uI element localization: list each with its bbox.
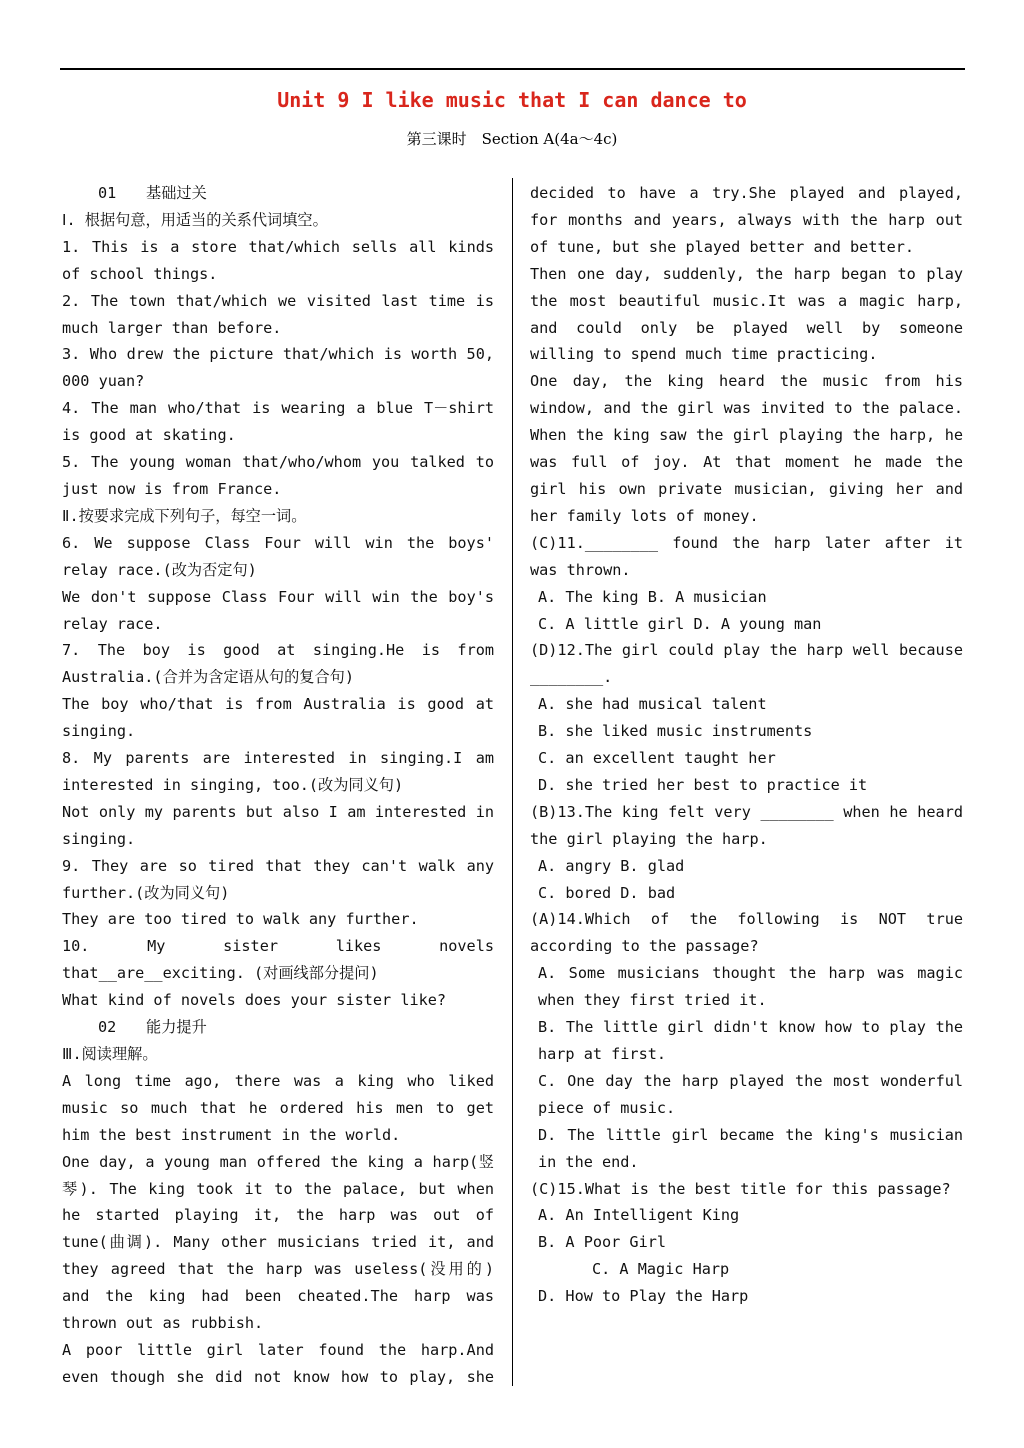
answer: The boy who/that is from Australia is good at singing. xyxy=(62,695,494,741)
answer-option: D. How to Play the Harp xyxy=(538,1287,749,1306)
right-column xyxy=(530,180,963,1310)
lesson-subtitle: 第三课时 Section A(4a～4c) xyxy=(406,130,618,148)
reading-paragraph: decided to have a try.She played and played, for months and years, always with the harp out of tune, but she played better and better. xyxy=(530,184,963,256)
answer-option: C. One day the harp played the most wonderful piece of music. xyxy=(538,1071,963,1117)
question: (C)11.________ found the harp later after it was thrown. xyxy=(530,533,963,579)
question: 1. This is a store that/which sells all kinds of school things. xyxy=(62,237,494,283)
question: (C)15.What is the best title for this passage? xyxy=(530,1179,951,1198)
answer: They are too tired to walk any further. xyxy=(62,910,419,929)
question: 8. My parents are interested in singing.I am interested in singing, too.(改为同义句) xyxy=(62,749,494,794)
answer-option: A. angry B. glad xyxy=(538,856,685,875)
answer: We don't suppose Class Four will win the boy's relay race. xyxy=(62,587,494,633)
section-number: 01 xyxy=(98,184,117,202)
part-title: Ⅰ. 根据句意，用适当的关系代词填空。 xyxy=(62,210,328,229)
answer-option: B. A Poor Girl xyxy=(538,1233,667,1252)
answer-option: A. The king B. A musician xyxy=(538,587,767,606)
answer-option: C. A little girl D. A young man xyxy=(538,614,822,633)
question-continued: that__are__exciting. (对画线部分提问) xyxy=(62,964,379,983)
answer-option: A. she had musical talent xyxy=(538,695,767,714)
question: 9. They are so tired that they can't walk any further.(改为同义句) xyxy=(62,856,494,902)
section-label: 能力提升 xyxy=(146,1018,207,1037)
answer-option: A. An Intelligent King xyxy=(538,1206,740,1225)
answer-option: D. she tried her best to practice it xyxy=(538,775,868,794)
question: (B)13.The king felt very ________ when he heard the girl playing the harp. xyxy=(530,802,963,848)
reading-paragraph: One day, a young man offered the king a harp(竖琴). The king took it to the palace, but when he started playing it, the harp was out of tune(曲调). Many other musicians tried it, and they agreed that the harp was useless(没用的) and the king had been cheated.The harp was thrown out as rubbish. xyxy=(62,1152,494,1333)
top-rule xyxy=(60,68,965,70)
question: (D)12.The girl could play the harp well because ________. xyxy=(530,641,963,687)
section-number: 02 xyxy=(98,1018,117,1037)
answer-option: D. The little girl became the king's musician in the end. xyxy=(538,1125,963,1171)
question: 5. The young woman that/who/whom you talked to just now is from France. xyxy=(62,453,494,498)
part-title: Ⅱ.按要求完成下列句子，每空一词。 xyxy=(62,506,307,525)
answer-option: C. an excellent taught her xyxy=(538,749,776,768)
question: 4. The man who/that is wearing a blue T－shirt is good at skating. xyxy=(62,399,494,445)
answer-option: C. bored D. bad xyxy=(538,883,676,902)
reading-paragraph: A poor little girl later found the harp.And even though she did not know how to play, she xyxy=(62,1340,494,1386)
question: 7. The boy is good at singing.He is from Australia.(合并为含定语从句的复合句) xyxy=(62,641,494,687)
question: (A)14.Which of the following is NOT true according to the passage? xyxy=(530,910,963,956)
section-label: 基础过关 xyxy=(146,184,207,202)
answer: Not only my parents but also I am interested in singing. xyxy=(62,802,494,848)
question: 10. My sister likes novels xyxy=(62,937,494,956)
reading-paragraph: A long time ago, there was a king who liked music so much that he ordered his men to get him the best instrument in the world. xyxy=(62,1071,494,1144)
answer: What kind of novels does your sister like? xyxy=(62,991,447,1010)
part-title: Ⅲ.阅读理解。 xyxy=(62,1045,158,1063)
answer-option: B. she liked music instruments xyxy=(538,722,813,741)
reading-paragraph: Then one day, suddenly, the harp began to play the most beautiful music.It was a magic harp, and could only be played well by someone willing to spend much time practicing. xyxy=(530,264,963,364)
section-heading-basic xyxy=(62,180,494,207)
answer-option: C. A Magic Harp xyxy=(592,1260,730,1279)
question: 6. We suppose Class Four will win the boys' relay race.(改为否定句) xyxy=(62,533,494,579)
answer-option: A. Some musicians thought the harp was magic when they first tried it. xyxy=(538,964,963,1010)
question: 3. Who drew the picture that/which is worth 50, 000 yuan? xyxy=(62,345,494,391)
question: 2. The town that/which we visited last time is much larger than before. xyxy=(62,291,494,337)
left-column xyxy=(62,180,494,1391)
unit-title: Unit 9 I like music that I can dance to xyxy=(277,88,747,112)
section-heading-advanced xyxy=(62,1014,494,1041)
reading-paragraph: One day, the king heard the music from his window, and the girl was invited to the palace. When the king saw the girl playing the harp, he was full of joy. At that moment he made the girl his own private musician, giving her and her family lots of money. xyxy=(530,372,963,525)
column-divider xyxy=(512,178,513,1386)
answer-option: B. The little girl didn't know how to play the harp at first. xyxy=(538,1018,963,1063)
